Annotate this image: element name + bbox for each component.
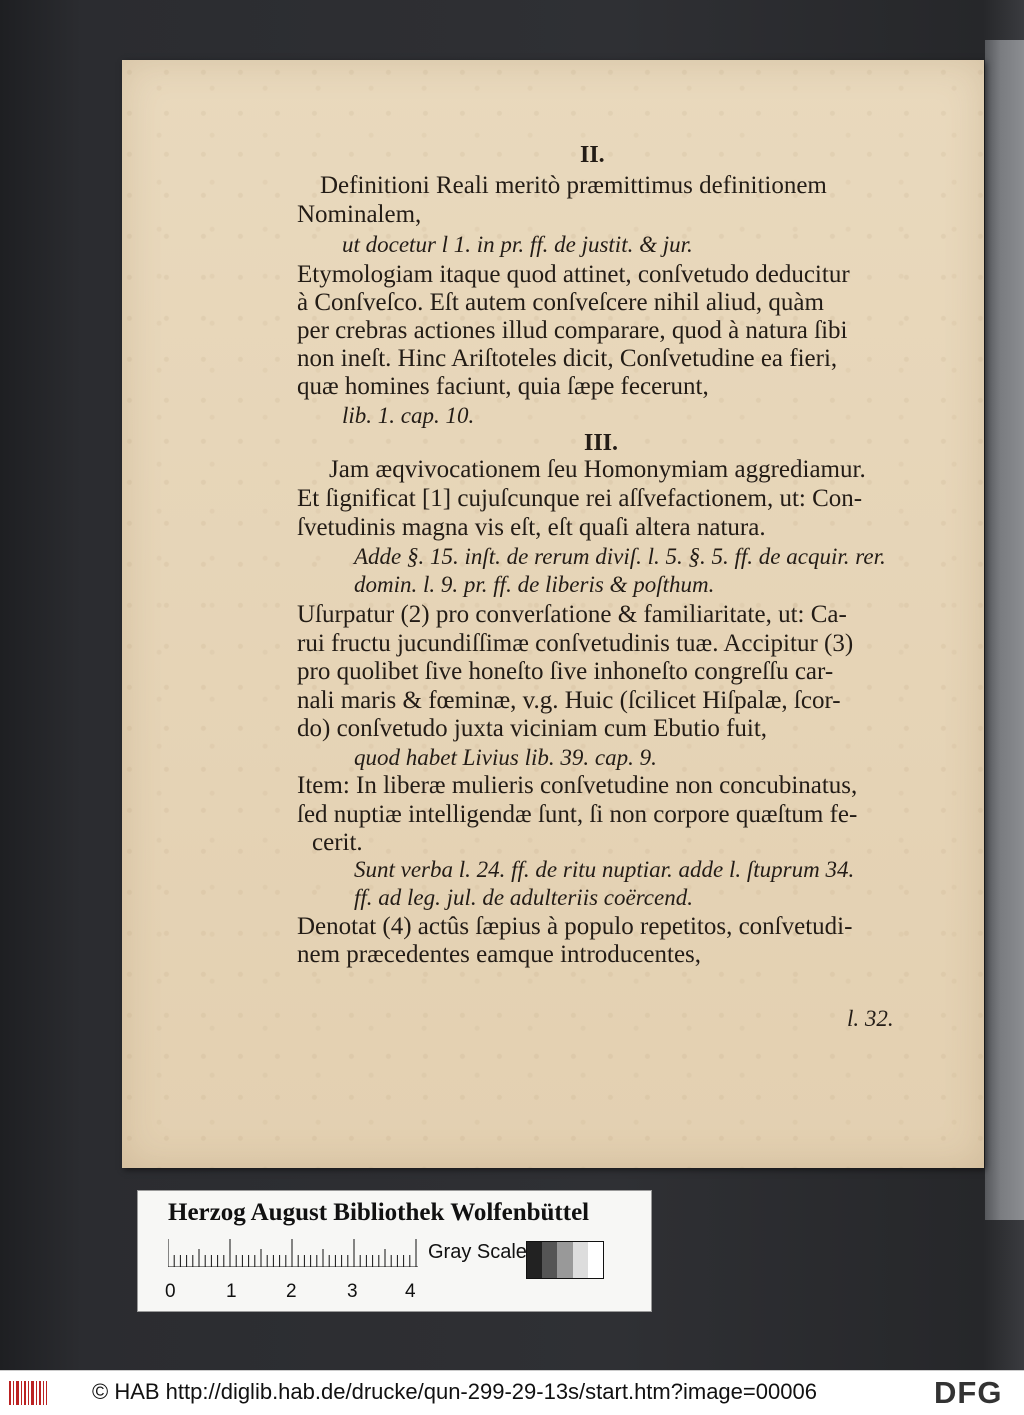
next-page-edge [985,40,1024,1220]
text-line: do) conſvetudo juxta viciniam cum Ebutio fuit, [297,715,768,742]
text-line: nem præcedentes eamque introducentes, [297,941,702,968]
gray-swatch [527,1242,542,1278]
text-line: non ineſt. Hinc Ariſtoteles dicit, Conſvetudine ea fieri, [297,345,838,372]
ruler-number: 1 [226,1281,237,1302]
text-line: pro quolibet ſive honeſto ſive inhoneſto congreſſu car- [297,658,834,685]
library-name: Herzog August Bibliothek Wolfenbüttel [168,1199,590,1226]
text-line: rui fructu jucundiſſimæ conſvetudinis tuæ. Accipitur (3) [297,630,854,657]
text-line: nali maris & fœminæ, v.g. Huic (ſcilicet Hiſpalæ, ſcor- [297,687,841,714]
citation-line: lib. 1. cap. 10. [342,403,475,428]
ruler-number: 0 [165,1281,176,1302]
gray-swatch [588,1242,603,1278]
footer-bar [0,1370,1024,1415]
citation-line: ff. ad leg. jul. de adulteriis coërcend. [354,885,693,910]
copyright-url[interactable]: © HAB http://diglib.hab.de/drucke/qun-299-29-13s/start.htm?image=00006 [92,1379,817,1404]
citation-line: ut docetur l 1. in pr. ff. de justit. & jur. [342,232,693,257]
book-page [122,60,984,1168]
gray-scale-swatches [526,1241,604,1279]
ruler-scale [168,1239,418,1267]
gray-swatch [557,1242,572,1278]
ruler-number: 4 [405,1281,416,1302]
text-line: Definitioni Reali meritò præmittimus definitionem [320,172,827,199]
dfg-logo: DFG [934,1375,1003,1410]
gray-swatch [542,1242,557,1278]
text-line: Et ſignificat [1] cujuſcunque rei aſſvefactionem, ut: Con- [297,485,863,512]
text-line: Nominalem, [297,201,422,228]
text-line: per crebras actiones illud comparare, quod à natura ſibi [297,317,848,344]
ruler-number: 3 [347,1281,358,1302]
citation-line: Adde §. 15. inſt. de rerum diviſ. l. 5. §. 5. ff. de acquir. rer. [354,544,886,569]
ruler-number: 2 [286,1281,297,1302]
text-line: Etymologiam itaque quod attinet, conſvetudo deducitur [297,261,850,288]
gray-scale-label: Gray Scale [428,1241,527,1263]
barcode-icon [8,1379,48,1407]
library-label-card [137,1190,652,1312]
citation-line: quod habet Livius lib. 39. cap. 9. [354,745,657,770]
text-line: Item: In liberæ mulieris conſvetudine non concubinatus, [297,772,858,799]
text-line: à Conſveſco. Eſt autem conſveſcere nihil aliud, quàm [297,289,824,316]
section-heading-2: II. [580,142,605,168]
text-line: cerit. [312,829,363,856]
text-line: Denotat (4) actûs ſæpius à populo repetitos, conſvetudi- [297,913,853,940]
text-line: ſvetudinis magna vis eſt, eſt quaſi altera natura. [297,514,766,541]
text-line: Uſurpatur (2) pro converſatione & familiaritate, ut: Ca- [297,601,847,628]
text-line: Jam æqvivocationem ſeu Homonymiam aggrediamur. [329,456,866,483]
citation-line: Sunt verba l. 24. ff. de ritu nuptiar. adde l. ſtuprum 34. [354,857,855,882]
citation-line: domin. l. 9. pr. ff. de liberis & poſthum. [354,572,715,597]
catchword: l. 32. [847,1006,894,1031]
section-heading-3: III. [584,430,619,456]
text-line: quæ homines faciunt, quia ſæpe fecerunt, [297,373,709,400]
text-line: ſed nuptiæ intelligendæ ſunt, ſi non corpore quæſtum fe- [297,801,858,828]
gray-swatch [573,1242,588,1278]
